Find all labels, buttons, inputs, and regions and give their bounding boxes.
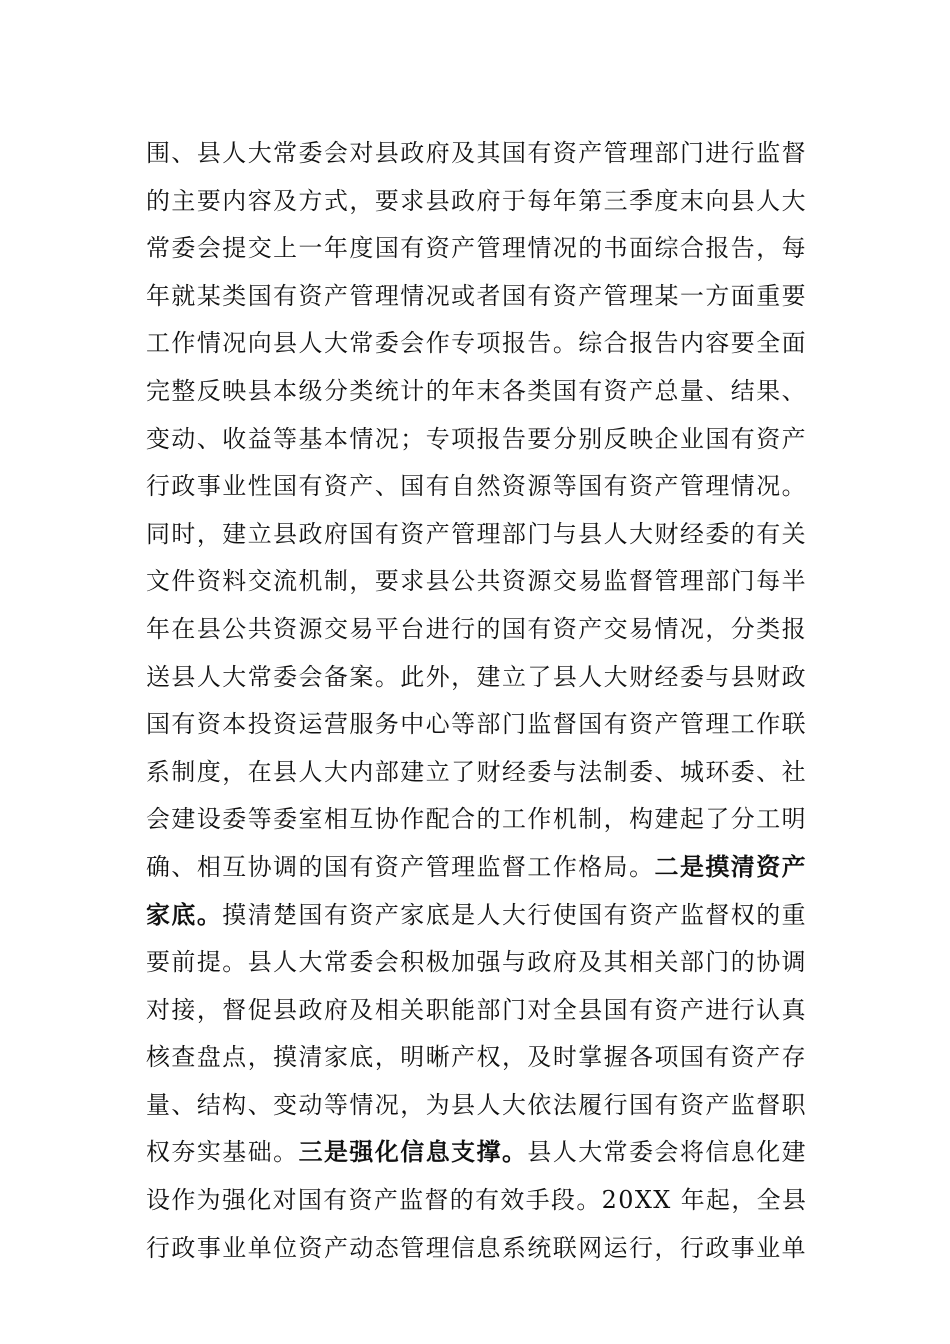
bold-heading-text: 家底。 [146, 900, 223, 929]
body-text: 摸清楚国有资产家底是人大行使国有资产监督权的重 [222, 900, 808, 929]
body-text: 年在县公共资源交易平台进行的国有资产交易情况，分类报 [146, 614, 808, 643]
text-line [146, 178, 808, 226]
body-text: 国有资本投资运营服务中心等部门监督国有资产管理工作联 [146, 710, 808, 739]
body-text: 的主要内容及方式，要求县政府于每年第三季度末向县人大 [146, 186, 808, 215]
text-line [146, 463, 808, 511]
text-line [146, 844, 808, 892]
body-text: 行政事业单位资产动态管理信息系统联网运行，行政事业单 [146, 1233, 808, 1262]
text-line [146, 1082, 808, 1130]
text-line [146, 558, 808, 606]
text-line [146, 225, 808, 273]
body-text: 系制度，在县人大内部建立了财经委与法制委、城环委、社 [146, 757, 808, 786]
text-line [146, 130, 808, 178]
body-text: 量、结构、变动等情况，为县人大依法履行国有资产监督职 [146, 1090, 808, 1119]
text-line [146, 606, 808, 654]
text-line [146, 987, 808, 1035]
body-text: 要前提。县人大常委会积极加强与政府及其相关部门的协调 [146, 948, 808, 977]
text-line [146, 749, 808, 797]
body-text: 完整反映县本级分类统计的年末各类国有资产总量、结果、 [146, 376, 808, 405]
text-line [146, 511, 808, 559]
text-line [146, 654, 808, 702]
body-text: 工作情况向县人大常委会作专项报告。综合报告内容要全面 [146, 329, 808, 358]
text-line [146, 796, 808, 844]
body-text: 送县人大常委会备案。此外，建立了县人大财经委与县财政 [146, 662, 808, 691]
body-text: 变动、收益等基本情况；专项报告要分别反映企业国有资产 [146, 424, 808, 453]
text-line [146, 1177, 808, 1225]
body-text: 年就某类国有资产管理情况或者国有资产管理某一方面重要 [146, 281, 808, 310]
body-text: 县人大常委会将信息化建 [527, 1138, 808, 1167]
text-line [146, 320, 808, 368]
body-text: 对接，督促县政府及相关职能部门对全县国有资产进行认真 [146, 995, 808, 1024]
bold-heading-text: 二是摸清资产 [654, 852, 808, 881]
body-text: 确、相互协调的国有资产管理监督工作格局。 [146, 852, 655, 881]
text-line [146, 1034, 808, 1082]
body-text: 行政事业性国有资产、国有自然资源等国有资产管理情况。 [146, 472, 808, 501]
body-text: 同时，建立县政府国有资产管理部门与县人大财经委的有关 [146, 519, 808, 548]
body-text: 围、县人大常委会对县政府及其国有资产管理部门进行监督 [146, 139, 808, 167]
bold-heading-text: 三是强化信息支撑。 [298, 1138, 528, 1167]
text-line [146, 1129, 808, 1177]
body-text: 设作为强化对国有资产监督的有效手段。20XX 年起，全县 [146, 1186, 808, 1215]
text-line [146, 273, 808, 321]
text-line [146, 701, 808, 749]
body-text: 常委会提交上一年度国有资产管理情况的书面综合报告，每 [146, 234, 808, 263]
body-text: 核查盘点，摸清家底，明晰产权，及时掌握各项国有资产存 [146, 1043, 808, 1072]
body-paragraph [146, 130, 808, 1272]
body-text: 会建设委等委室相互协作配合的工作机制，构建起了分工明 [146, 805, 808, 834]
text-line [146, 416, 808, 464]
body-text: 权夯实基础。 [146, 1138, 299, 1167]
body-text: 文件资料交流机制，要求县公共资源交易监督管理部门每半 [146, 567, 808, 596]
text-line [146, 939, 808, 987]
text-line [146, 892, 808, 940]
text-line [146, 368, 808, 416]
text-line [146, 1225, 808, 1273]
